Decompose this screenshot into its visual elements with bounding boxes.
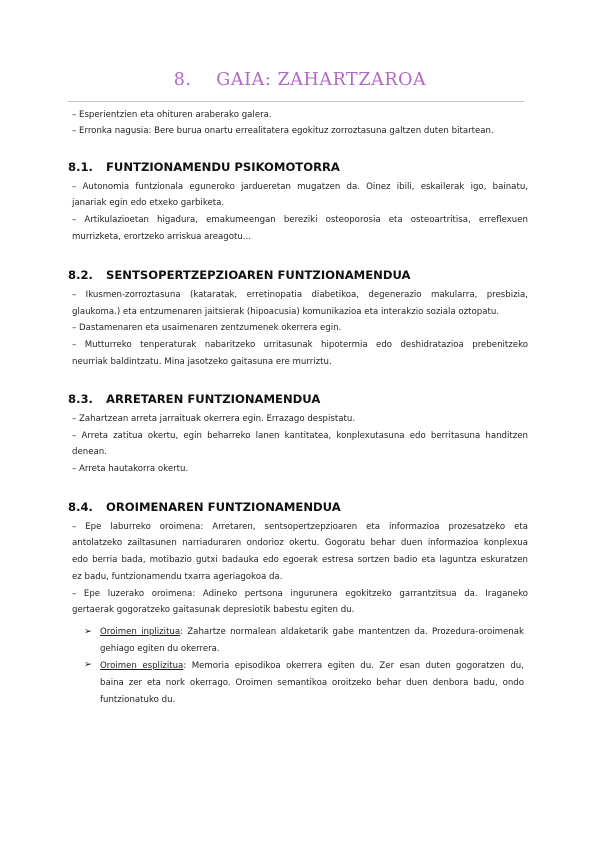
section-number: 8.4. <box>68 500 93 514</box>
paragraph-line: edo berria bada, motibazio gutxi badauka edo egoerak estresa sortzen badio eta laguntza eskuratzen <box>72 555 528 565</box>
section-number: 8.3. <box>68 392 93 406</box>
paragraph-line: – Ikusmen-zorroztasuna (kataratak, erretinopatia diabetikoa, degenerazio makularra, presbizia, <box>72 290 528 300</box>
bullet-line <box>100 661 524 672</box>
bullet-term: Oroimen inplizitua <box>100 627 181 637</box>
bullet-line <box>100 627 524 638</box>
bullet-term: Oroimen esplizitua <box>100 661 184 671</box>
paragraph-line: – Arreta zatitua okertu, egin beharreko lanen kantitatea, konplexutasuna edo berritasuna handitzen <box>72 431 528 441</box>
paragraph-line: glaukoma.) eta entzumenaren jaitsierak (hipoacusia) komunikazioa eta interakzio soziala oztopatu. <box>72 307 500 317</box>
section-number: 8.1. <box>68 160 93 174</box>
intro-line: – Esperientzien eta ohituren araberako galera. <box>72 110 272 120</box>
paragraph-line: murrizketa, erortzeko arriskua areagotu... <box>72 232 252 242</box>
chapter-title: 8. GAIA: ZAHARTZAROA <box>173 70 427 90</box>
paragraph-line: – Epe luzerako oroimena: Adineko pertsona ingurunera egokitzeko garrantzitsua da. Iraganeko <box>72 589 528 599</box>
section-heading-8-3 <box>68 392 320 406</box>
section-title: SENTSOPERTZEPZIOAREN FUNTZIONAMENDUA <box>106 268 411 282</box>
paragraph-line: – Dastamenaren eta usaimenaren zentzumenek okerrera egin. <box>72 323 342 333</box>
bullet-line: gehiago egiten du okerrera. <box>100 644 220 654</box>
paragraph-line: – Arreta hautakorra okertu. <box>72 464 189 474</box>
arrow-bullet-icon: ➢ <box>84 626 92 637</box>
bullet-line: baina zer eta nork okerrago. Oroimen semantikoa oroitzeko behar duen denbora badu, ondo <box>100 678 524 688</box>
section-number: 8.2. <box>68 268 93 282</box>
title-divider <box>68 101 524 102</box>
section-title: OROIMENAREN FUNTZIONAMENDUA <box>106 500 341 514</box>
section-title: FUNTZIONAMENDU PSIKOMOTORRA <box>106 160 340 174</box>
bullet-text: : Memoria episodikoa okerrera egiten du. Zer esan duten gogoratzen du, <box>183 661 524 671</box>
paragraph-line: gertaerak gogoratzeko gaitasunak depresiotik babestu egiten du. <box>72 605 355 615</box>
paragraph-line: janariak egin edo etxeko garbiketa. <box>72 198 225 208</box>
section-heading-8-2 <box>68 268 410 282</box>
paragraph-line: – Autonomia funtzionala eguneroko jardueretan mugatzen da. Oinez ibili, eskailerak igo, bainatu, <box>72 182 528 192</box>
intro-line: – Erronka nagusia: Bere burua onartu errealitatera egokituz zorroztasuna galtzen duten bitartean. <box>72 126 494 136</box>
section-heading-8-1 <box>68 160 340 174</box>
bullet-text: : Zahartze normalean aldaketarik gabe mantentzen da. Prozedura-oroimenak <box>180 627 524 637</box>
arrow-bullet-icon: ➢ <box>84 659 92 670</box>
paragraph-line: – Zahartzean arreta jarraituak okerrera egin. Errazago despistatu. <box>72 414 356 424</box>
paragraph-line: antolatzeko zailtasunen narriaduraren ondorioz okertu. Gogoratu behar duen informazioa konplexua <box>72 538 528 548</box>
paragraph-line: – Artikulazioetan higadura, emakumeengan bereziki osteoporosia eta osteoartritisa, erreflexuen <box>72 215 528 225</box>
bullet-line: funtzionatuko du. <box>100 695 176 705</box>
paragraph-line: ez badu, funtzionamendu txarra ageriagokoa da. <box>72 572 283 582</box>
paragraph-line: – Epe laburreko oroimena: Arretaren, sentsopertzepzioaren eta informazioa prozesatzeko eta <box>72 522 528 532</box>
paragraph-line: denean. <box>72 447 107 457</box>
paragraph-line: neurriak baldintzatu. Mina jasotzeko gaitasuna ere murriztu. <box>72 357 332 367</box>
paragraph-line: – Mutturreko tenperaturak nabaritzeko urritasunak hipotermia edo deshidratazioa prebenitzeko <box>72 340 528 350</box>
section-heading-8-4 <box>68 500 341 514</box>
section-title: ARRETAREN FUNTZIONAMENDUA <box>106 392 321 406</box>
